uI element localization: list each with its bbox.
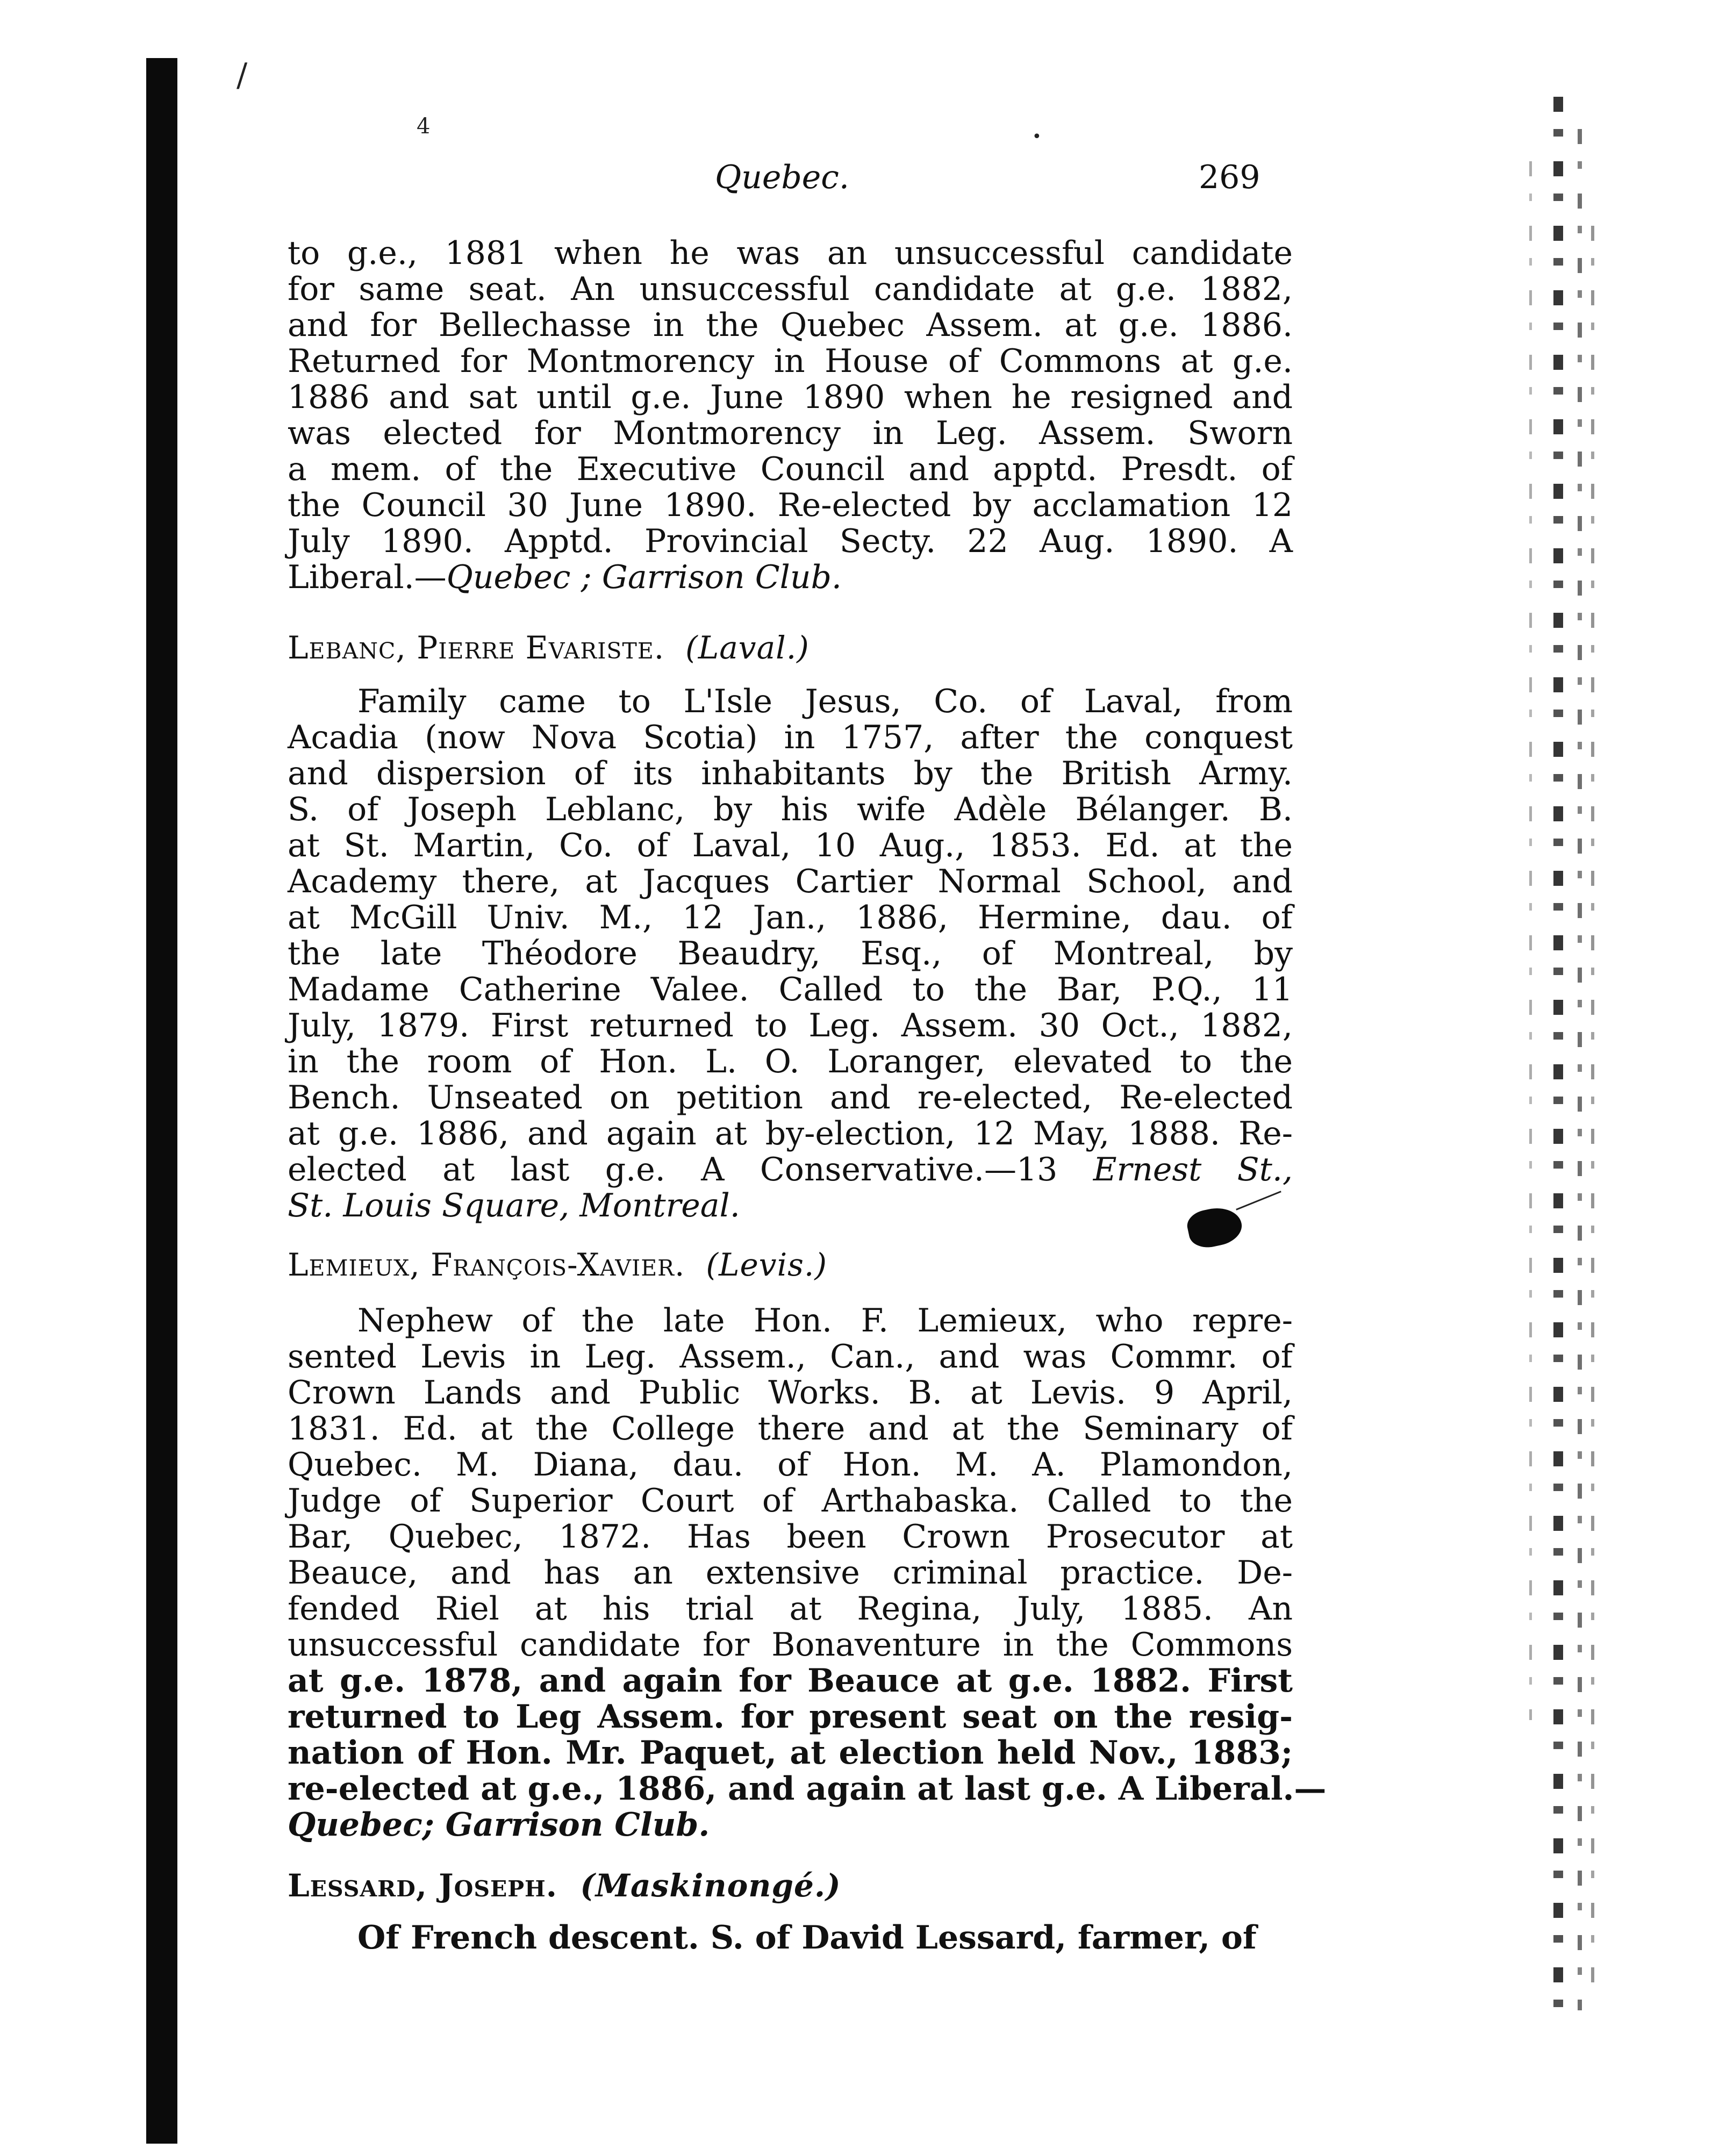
text-line: sented Levis in Leg. Assem., Can., and was Commr. of	[288, 1338, 1293, 1376]
text-line: at McGill Univ. M., 12 Jan., 1886, Hermine, dau. of	[288, 899, 1293, 936]
text-line: the late Théodore Beaudry, Esq., of Montreal, by	[288, 935, 1293, 972]
text-line: the Council 30 June 1890. Re-elected by acclamation 12	[288, 486, 1293, 524]
entry-body	[288, 684, 1293, 1224]
constituency: (Maskinongé.)	[580, 1867, 841, 1904]
text-line: July 1890. Apptd. Provincial Secty. 22 Aug. 1890. A	[288, 522, 1293, 560]
member-name: Lessard, Joseph.	[288, 1867, 557, 1904]
text-line	[288, 1152, 1293, 1188]
text-line: re-elected at g.e., 1886, and again at last g.e. A Liberal.—	[288, 1770, 1327, 1808]
text-line: Quebec. M. Diana, dau. of Hon. M. A. Plamondon,	[288, 1446, 1293, 1484]
member-name: Lemieux, François-Xavier.	[288, 1247, 685, 1283]
text-line: fended Riel at his trial at Regina, July, 1885. An	[288, 1590, 1293, 1628]
text-line: Returned for Montmorency in House of Commons at g.e.	[288, 342, 1293, 380]
text-line: Family came to L'Isle Jesus, Co. of Laval, from	[357, 683, 1293, 720]
address-text: St. Louis Square, Montreal.	[288, 1187, 740, 1224]
text-line: Bench. Unseated on petition and re-elected, Re-elected	[288, 1079, 1293, 1116]
text-line: July, 1879. First returned to Leg. Assem. 30 Oct., 1882,	[288, 1007, 1293, 1044]
entry-heading	[288, 1868, 841, 1904]
text-line: Crown Lands and Public Works. B. at Levis. 9 April,	[288, 1374, 1293, 1412]
binding-shadow	[146, 58, 177, 2144]
text-line: at g.e. 1886, and again at by-election, 12 May, 1888. Re-	[288, 1115, 1293, 1152]
text-line: Nephew of the late Hon. F. Lemieux, who repre-	[357, 1302, 1293, 1340]
member-name: Lebanc, Pierre Evariste.	[288, 629, 665, 666]
entry-heading	[288, 1247, 827, 1283]
stray-mark: /	[237, 56, 248, 94]
text-line: and for Bellechasse in the Quebec Assem. at g.e. 1886.	[288, 306, 1293, 344]
text-fragment: Liberal.—	[288, 558, 447, 596]
text-fragment: elected at last g.e. A Conservative.—13	[288, 1151, 1058, 1188]
text-line: in the room of Hon. L. O. Loranger, elevated to the	[288, 1043, 1293, 1080]
running-title: Quebec.	[715, 159, 849, 196]
address-text: Ernest St.,	[1093, 1151, 1293, 1188]
text-line: S. of Joseph Leblanc, by his wife Adèle Bélanger. B.	[288, 791, 1293, 828]
text-line: Judge of Superior Court of Arthabaska. Called to the	[288, 1482, 1293, 1520]
text-line	[288, 560, 1293, 596]
text-line: was elected for Montmorency in Leg. Assem. Sworn	[288, 414, 1293, 452]
stray-mark: •	[1032, 127, 1042, 146]
page-edge-strip	[1578, 129, 1582, 2010]
constituency: (Levis.)	[706, 1247, 827, 1283]
text-line: for same seat. An unsuccessful candidate at g.e. 1882,	[288, 270, 1293, 308]
text-line: and dispersion of its inhabitants by the British Army.	[288, 755, 1293, 792]
text-line: Academy there, at Jacques Cartier Normal School, and	[288, 863, 1293, 900]
text-line: nation of Hon. Mr. Paquet, at election held Nov., 1883;	[288, 1734, 1293, 1772]
text-line: 1886 and sat until g.e. June 1890 when he resigned and	[288, 378, 1293, 416]
text-line: Of French descent. S. of David Lessard, farmer, of	[357, 1919, 1257, 1957]
text-line: 1831. Ed. at the College there and at the Seminary of	[288, 1410, 1293, 1448]
text-line: Acadia (now Nova Scotia) in 1757, after the conquest	[288, 719, 1293, 756]
stray-mark: 4	[417, 114, 431, 139]
text-line: Madame Catherine Valee. Called to the Bar, P.Q., 11	[288, 971, 1293, 1008]
page-number: 269	[1199, 159, 1260, 196]
text-line: unsuccessful candidate for Bonaventure in the Commons	[288, 1626, 1293, 1664]
entry-body	[288, 1302, 1327, 1844]
page-edge-strip	[1529, 161, 1532, 1720]
entry-continuation	[288, 235, 1293, 596]
address-text: Quebec ; Garrison Club.	[446, 558, 842, 596]
text-line: to g.e., 1881 when he was an unsuccessful candidate	[288, 234, 1293, 272]
entry-body	[288, 1920, 1293, 1956]
text-line: Bar, Quebec, 1872. Has been Crown Prosecutor at	[288, 1518, 1293, 1556]
text-line: returned to Leg Assem. for present seat on the resig-	[288, 1698, 1293, 1736]
address-text: Quebec; Garrison Club.	[288, 1806, 710, 1844]
page-edge-strip	[1591, 226, 1594, 2000]
text-line: a mem. of the Executive Council and apptd. Presdt. of	[288, 450, 1293, 488]
page-edge-strip	[1553, 97, 1563, 2032]
text-line: at g.e. 1878, and again for Beauce at g.e. 1882. First	[288, 1662, 1293, 1700]
constituency: (Laval.)	[685, 629, 810, 666]
text-line: Beauce, and has an extensive criminal practice. De-	[288, 1554, 1293, 1592]
entry-heading	[288, 630, 810, 666]
text-line: at St. Martin, Co. of Laval, 10 Aug., 1853. Ed. at the	[288, 827, 1293, 864]
